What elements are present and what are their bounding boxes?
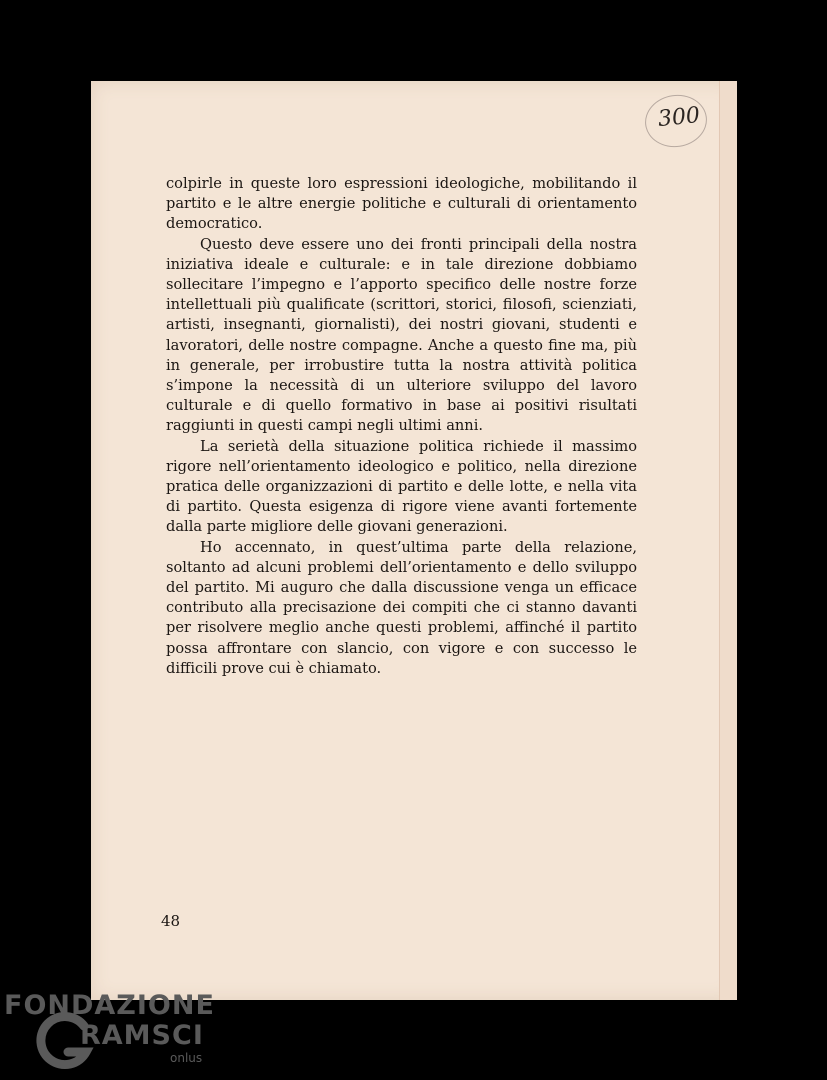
paragraph-2: Questo deve essere uno dei fronti principali della nostra iniziativa ideale e culturale: e in tale direzione dobbiamo sollecitare l’impegno e l’apporto specifico delle nostre forze intellettuali più qualificate (scrittori, storici, filosofi, scienziati, artisti, insegnanti, giornalisti), dei nostri giovani, studenti e lavoratori, delle nostre compagne. Anche a questo fine ma, più in generale, per irrobustire tutta la nostra attività politica s’impone la necessità di un ulteriore sviluppo del lavoro culturale e di quello formativo in base ai positivi risultati raggiunti in questi campi negli ultimi anni. xyxy=(166,235,637,435)
paragraph-4: Ho accennato, in quest’ultima parte della relazione, soltanto ad alcuni problemi dell’orientamento e dello sviluppo del partito. Mi auguro che dalla discussione venga un efficace contributo alla precisazione dei compiti che ci stanno davanti per risolvere meglio anche questi problemi, affinché il partito possa affrontare con slancio, con vigore e con successo le difficili prove cui è chiamato. xyxy=(166,538,637,677)
paragraph-3: La serietà della situazione politica richiede il massimo rigore nell’orientamento ideologico e politico, nella direzione pratica delle organizzazioni di partito e delle lotte, e nella vita di partito. Questa esigenza di rigore viene avanti fortemente dalla parte migliore delle giovani generazioni. xyxy=(166,437,637,536)
body-text xyxy=(166,174,637,679)
page-number: 48 xyxy=(161,912,181,930)
handwritten-folio-number: 300 xyxy=(656,102,702,133)
logo-line-2: RAMSCI xyxy=(80,1020,204,1051)
page-edge xyxy=(719,81,737,1000)
paragraph-1: colpirle in queste loro espressioni ideologiche, mobilitando il partito e le altre energie politiche e culturali di orientamento democratico. xyxy=(166,175,637,233)
logo-subtitle: onlus xyxy=(170,1051,203,1065)
logo-line-1: FONDAZIONE xyxy=(4,990,215,1021)
fondazione-gramsci-logo xyxy=(0,988,230,1080)
